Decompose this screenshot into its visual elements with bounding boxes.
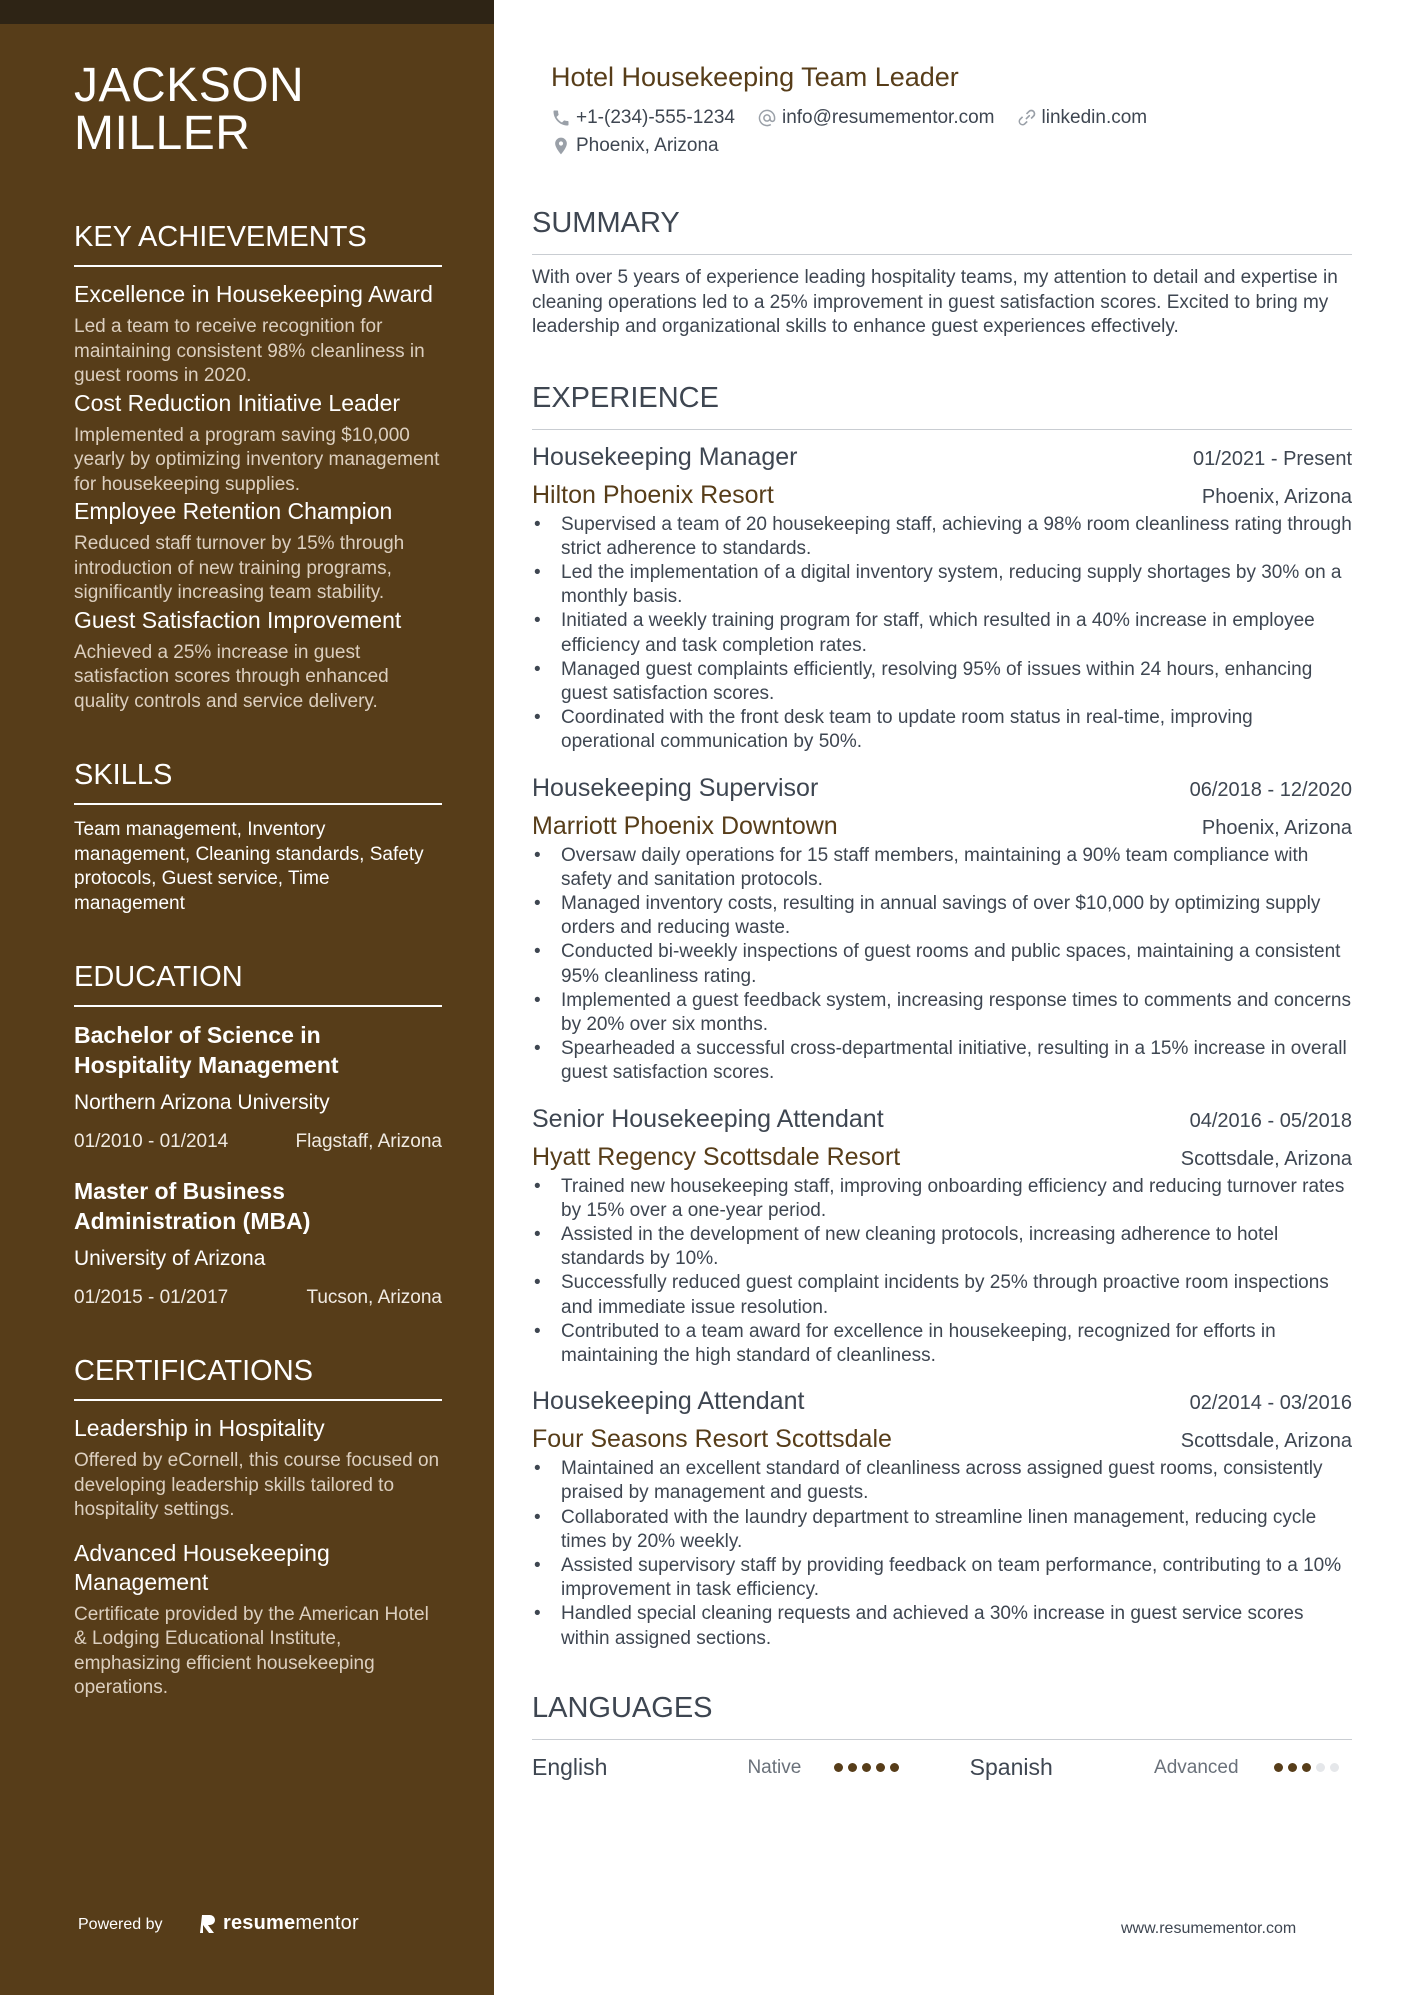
bullet-item: • Spearheaded a successful cross-departmental initiative, resulting in a 15% increase in overall guest satisfaction scores.	[532, 1037, 1352, 1085]
bullet-item: • Conducted bi-weekly inspections of guest rooms and public spaces, maintaining a consistent 95% cleanliness rating.	[532, 940, 1352, 988]
rating-dot-filled	[862, 1763, 871, 1772]
sidebar-content	[74, 59, 442, 1701]
contact-phone[interactable]	[551, 107, 735, 129]
education-degree: Bachelor of Science in Hospitality Management	[74, 1022, 339, 1078]
education-meta	[74, 1286, 442, 1310]
bullet-item: • Assisted supervisory staff by providing feedback on team performance, contributing to a 10% improvement in task efficiency.	[532, 1554, 1352, 1602]
achievements-title: KEY ACHIEVEMENTS	[74, 220, 442, 267]
experience-role: Housekeeping Supervisor	[532, 773, 819, 802]
education-dates: 01/2010 - 01/2014	[74, 1131, 229, 1152]
certification-title: Advanced Housekeeping Management	[74, 1539, 330, 1595]
achievement-text: Reduced staff turnover by 15% through introduction of new training programs, significantly increasing team stability.	[74, 533, 405, 603]
bullet-item: • Assisted in the development of new cleaning protocols, increasing adherence to hotel standards by 10%.	[532, 1223, 1352, 1271]
achievement-text: Achieved a 25% increase in guest satisfaction scores through enhanced quality controls and service delivery.	[74, 641, 389, 712]
experience-section	[532, 381, 1352, 1651]
summary-section	[532, 206, 1352, 340]
education-meta	[74, 1130, 442, 1154]
certification-title: Leadership in Hospitality	[74, 1415, 325, 1441]
phone-icon	[551, 108, 571, 128]
rating-dot-filled	[834, 1763, 843, 1772]
experience-title: EXPERIENCE	[532, 381, 1352, 430]
achievement-text: Led a team to receive recognition for maintaining consistent 98% cleanliness in guest rooms in 2020.	[74, 316, 425, 386]
rating-dot-filled	[1288, 1763, 1297, 1772]
email-text: info@resumementor.com	[781, 107, 995, 128]
education-location: Tucson, Arizona	[306, 1287, 442, 1308]
achievements-section	[74, 220, 442, 714]
rating-dot-filled	[890, 1763, 899, 1772]
achievement-item	[74, 497, 442, 606]
experience-item	[532, 441, 1352, 755]
experience-dates: 01/2021 - Present	[1193, 447, 1352, 470]
languages-title: LANGUAGES	[532, 1691, 1352, 1740]
education-dates: 01/2015 - 01/2017	[74, 1287, 229, 1308]
brand-logo[interactable]	[200, 1912, 359, 1935]
summary-text: With over 5 years of experience leading hospitality teams, my attention to detail and expertise in cleaning operations led to a 25% improvement in guest satisfaction scores. Excited to bring my leadership and organizational skills to enhance guest experiences effectively.	[532, 267, 1338, 337]
experience-location: Phoenix, Arizona	[1201, 485, 1352, 508]
location-text: Phoenix, Arizona	[576, 135, 719, 156]
contact-linkedin[interactable]	[1017, 107, 1148, 129]
powered-by-label: Powered by	[78, 1916, 163, 1933]
linkedin-text: linkedin.com	[1041, 107, 1148, 128]
education-location: Flagstaff, Arizona	[295, 1131, 442, 1152]
phone-text: +1-(234)-555-1234	[576, 107, 735, 128]
education-degree: Master of Business Administration (MBA)	[74, 1178, 311, 1234]
bullet-item: • Supervised a team of 20 housekeeping staff, achieving a 98% room cleanliness rating through strict adherence to standards.	[532, 513, 1352, 561]
experience-dates: 06/2018 - 12/2020	[1189, 778, 1352, 801]
candidate-name	[74, 59, 442, 160]
language-rating	[1274, 1763, 1352, 1772]
certification-item	[74, 1539, 442, 1701]
education-title: EDUCATION	[74, 960, 442, 1007]
language-name: Spanish	[969, 1754, 1053, 1781]
rating-dot-filled	[1274, 1763, 1283, 1772]
summary-title: SUMMARY	[532, 206, 1352, 255]
certifications-section	[74, 1354, 442, 1701]
experience-bullets	[532, 1175, 1352, 1369]
bullet-item: • Coordinated with the front desk team to update room status in real-time, improving operational communication by 50%.	[532, 706, 1352, 754]
rating-dot-empty	[1330, 1763, 1339, 1772]
experience-bullets	[532, 844, 1352, 1086]
language-level: Native	[747, 1756, 802, 1778]
achievement-title: Cost Reduction Initiative Leader	[74, 389, 401, 416]
certification-text: Offered by eCornell, this course focused on developing leadership skills tailored to hospitality settings.	[74, 1450, 440, 1520]
experience-item	[532, 772, 1352, 1086]
experience-item	[532, 1385, 1352, 1651]
achievement-title: Employee Retention Champion	[74, 498, 393, 524]
experience-company: Hilton Phoenix Resort	[532, 480, 774, 509]
link-icon	[1017, 108, 1037, 128]
experience-dates: 02/2014 - 03/2016	[1189, 1392, 1352, 1415]
bullet-item: • Handled special cleaning requests and achieved a 30% increase in guest service scores within assigned sections.	[532, 1602, 1352, 1650]
experience-role: Housekeeping Attendant	[532, 1387, 805, 1416]
experience-role: Housekeeping Manager	[532, 442, 798, 471]
certifications-title: CERTIFICATIONS	[74, 1354, 442, 1401]
bullet-item: • Managed inventory costs, resulting in annual savings of over $10,000 by optimizing supply orders and reducing waste.	[532, 892, 1352, 940]
skills-title: SKILLS	[74, 758, 442, 805]
skills-section	[74, 758, 442, 916]
language-level: Advanced	[1154, 1756, 1239, 1778]
bullet-item: • Trained new housekeeping staff, improving onboarding efficiency and reducing turnover rates by 15% over a one-year period.	[532, 1175, 1352, 1223]
achievement-title: Guest Satisfaction Improvement	[74, 606, 402, 633]
bullet-item: • Managed guest complaints efficiently, resolving 95% of issues within 24 hours, enhancing guest satisfaction scores.	[532, 658, 1352, 706]
education-item	[74, 1020, 442, 1154]
sidebar	[0, 0, 494, 1995]
bullet-item: • Oversaw daily operations for 15 staff members, maintaining a 90% team compliance with safety and sanitation protocols.	[532, 844, 1352, 892]
last-name: MILLER	[74, 107, 251, 160]
achievement-item	[74, 389, 442, 498]
experience-role: Senior Housekeeping Attendant	[532, 1104, 884, 1133]
experience-company: Four Seasons Resort Scottsdale	[532, 1425, 892, 1454]
footer-url[interactable]: www.resumementor.com	[1121, 1920, 1297, 1937]
rating-dot-filled	[876, 1763, 885, 1772]
achievement-title: Excellence in Housekeeping Award	[74, 281, 433, 307]
main-content	[532, 60, 1352, 1785]
experience-bullets	[532, 513, 1352, 755]
experience-company: Marriott Phoenix Downtown	[532, 811, 838, 840]
contact-location	[551, 135, 719, 157]
bullet-item: • Successfully reduced guest complaint incidents by 25% through proactive room inspections and immediate issue resolution.	[532, 1271, 1352, 1319]
experience-dates: 04/2016 - 05/2018	[1189, 1109, 1352, 1132]
rating-dot-filled	[848, 1763, 857, 1772]
certification-item	[74, 1414, 442, 1523]
bullet-item: • Contributed to a team award for excellence in housekeeping, recognized for efforts in maintaining the high standard of cleanliness.	[532, 1320, 1352, 1368]
brand-name-thin: mentor	[295, 1912, 359, 1934]
bullet-item: • Led the implementation of a digital inventory system, reducing supply shortages by 30% on a monthly basis.	[532, 561, 1352, 609]
achievement-item	[74, 606, 442, 715]
job-title: Hotel Housekeeping Team Leader	[551, 62, 959, 92]
bullet-item: • Collaborated with the laundry department to streamline linen management, reducing cycle times by 20% weekly.	[532, 1506, 1352, 1554]
experience-bullets	[532, 1457, 1352, 1651]
experience-company: Hyatt Regency Scottsdale Resort	[532, 1142, 901, 1171]
achievement-text: Implemented a program saving $10,000 yearly by optimizing inventory management for housekeeping supplies.	[74, 424, 440, 495]
languages-row	[532, 1751, 1352, 1785]
certification-text: Certificate provided by the American Hotel & Lodging Educational Institute, emphasizing efficient housekeeping operations.	[74, 1603, 429, 1698]
experience-location: Scottsdale, Arizona	[1180, 1430, 1352, 1453]
at-sign-icon	[757, 108, 777, 128]
first-name: JACKSON	[74, 59, 305, 112]
rating-dot-empty	[1316, 1763, 1325, 1772]
language-rating	[834, 1763, 970, 1772]
resumementor-logo-icon	[200, 1914, 217, 1934]
brand-name-bold: resume	[223, 1912, 296, 1934]
bullet-item: • Initiated a weekly training program for staff, which resulted in a 40% increase in employee efficiency and task completion rates.	[532, 609, 1352, 657]
education-school: University of Arizona	[74, 1247, 266, 1270]
location-pin-icon	[551, 136, 571, 156]
education-section	[74, 960, 442, 1310]
education-item	[74, 1176, 442, 1310]
sidebar-top-bar	[0, 0, 494, 24]
skills-text: Team management, Inventory management, Cleaning standards, Safety protocols, Guest service, Time management	[74, 819, 424, 914]
contact-info	[551, 104, 1352, 160]
experience-location: Scottsdale, Arizona	[1180, 1147, 1352, 1170]
bullet-item: • Maintained an excellent standard of cleanliness across assigned guest rooms, consistently praised by management and guests.	[532, 1457, 1352, 1505]
achievement-item	[74, 280, 442, 389]
language-name: English	[532, 1754, 608, 1781]
languages-section	[532, 1691, 1352, 1785]
bullet-item: • Implemented a guest feedback system, increasing response times to comments and concerns by 20% over six months.	[532, 989, 1352, 1037]
rating-dot-filled	[1302, 1763, 1311, 1772]
education-school: Northern Arizona University	[74, 1091, 330, 1114]
contact-email[interactable]	[757, 107, 995, 129]
experience-location: Phoenix, Arizona	[1201, 816, 1352, 839]
experience-item	[532, 1103, 1352, 1369]
